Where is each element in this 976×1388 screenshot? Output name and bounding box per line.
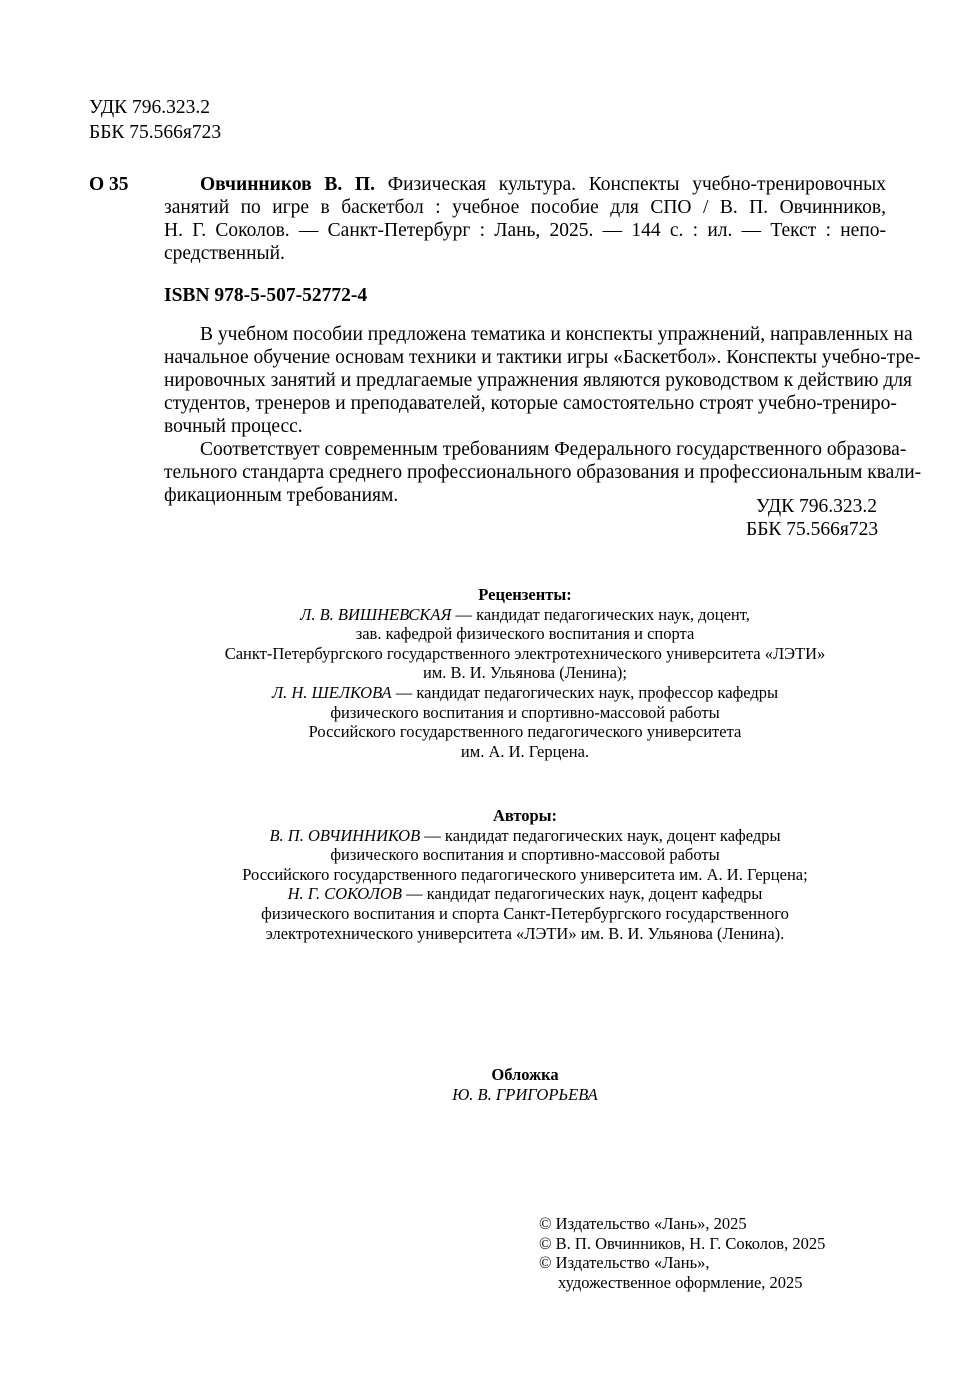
bbk-top: ББК 75.566я723 (89, 122, 222, 143)
copyright-line: художественное оформление, 2025 (558, 1272, 803, 1292)
author-1-line: физического воспитания и спортивно-массовой работы (330, 845, 720, 865)
reviewer-1-line: Санкт-Петербургского государственного электротехнического университета «ЛЭТИ» (224, 643, 826, 663)
author-2-line: электротехнического университета «ЛЭТИ» им. В. И. Ульянова (Ленина). (265, 923, 785, 943)
catalog-code: О 35 (89, 174, 129, 195)
bib-title: Физическая культура. Конспекты учебно-тренировочных (387, 174, 886, 195)
authors-heading: Авторы: (492, 806, 558, 825)
copyright-block (539, 1214, 825, 1292)
annotation-line: студентов, тренеров и преподавателей, которые самостоятельно строят учебно-трениро- (164, 393, 897, 414)
classification-bottom (746, 495, 878, 541)
reviewer-1-line: зав. кафедрой физического воспитания и спорта (355, 624, 695, 644)
reviewer-1-line: им. В. И. Ульянова (Ленина); (422, 663, 627, 683)
copyright-line: © Издательство «Лань», (539, 1253, 710, 1273)
bib-line-3: Н. Г. Соколов. — Санкт-Петербург : Лань, 2025. — 144 с. : ил. — Текст : непо- (164, 220, 886, 241)
bib-line-1 (164, 173, 886, 196)
annotation-line: нировочных занятий и предлагаемые упражнения являются руководством к действию для (164, 370, 912, 391)
reviewers-block (164, 585, 886, 761)
annotation-line: начальное обучение основам техники и тактики игры «Баскетбол». Конспекты учебно-тре- (164, 347, 921, 368)
cover-designer: Ю. В. ГРИГОРЬЕВА (452, 1084, 598, 1104)
isbn: ISBN 978-5-507-52772-4 (164, 285, 368, 306)
copyright-line: © В. П. Овчинников, Н. Г. Соколов, 2025 (539, 1233, 826, 1253)
reviewer-2-line: Российского государственного педагогического университета (308, 722, 742, 742)
author-2-name: Н. Г. СОКОЛОВ (287, 884, 402, 904)
copyright-line: © Издательство «Лань», 2025 (539, 1214, 747, 1233)
bib-author: Овчинников В. П. (200, 174, 375, 195)
udk-top: УДК 796.323.2 (89, 97, 211, 118)
bib-line-2: занятий по игре в баскетбол : учебное пособие для СПО / В. П. Овчинников, (164, 197, 886, 218)
cover-block (164, 1065, 886, 1104)
annotation-line: вочный процесс. (164, 416, 303, 437)
bibliographic-record (164, 173, 886, 265)
annotation-line: фикационным требованиям. (164, 485, 399, 506)
author-2-line: — кандидат педагогических наук, доцент кафедры (401, 884, 763, 904)
author-1-line: — кандидат педагогических наук, доцент кафедры (420, 825, 781, 845)
reviewer-2-name: Л. Н. ШЕЛКОВА (271, 682, 392, 702)
annotation-line: тельного стандарта среднего профессионального образования и профессиональным квали- (164, 462, 922, 483)
annotation-line: Соответствует современным требованиям Федерального государственного образова- (200, 439, 907, 460)
annotation-line: В учебном пособии предложена тематика и конспекты упражнений, направленных на (200, 324, 913, 345)
reviewer-2-line: физического воспитания и спортивно-массовой работы (330, 702, 720, 722)
author-1-line: Российского государственного педагогического университета им. А. И. Герцена; (242, 864, 808, 884)
author-1-name: В. П. ОВЧИННИКОВ (269, 825, 421, 845)
reviewer-2-line: им. А. И. Герцена. (460, 741, 590, 761)
authors-block (164, 806, 886, 943)
annotation (164, 323, 922, 507)
bbk-bottom: ББК 75.566я723 (746, 519, 879, 540)
udk-bottom: УДК 796.323.2 (756, 496, 878, 517)
reviewer-1-name: Л. В. ВИШНЕВСКАЯ (300, 604, 452, 624)
bib-line-4: средственный. (164, 243, 285, 264)
reviewer-1-line: — кандидат педагогических наук, доцент, (451, 604, 750, 624)
reviewers-heading: Рецензенты: (478, 585, 572, 604)
cover-heading: Обложка (491, 1065, 559, 1084)
author-2-line: физического воспитания и спорта Санкт-Петербургского государственного (261, 903, 789, 923)
reviewer-2-line: — кандидат педагогических наук, профессор кафедры (391, 682, 779, 702)
